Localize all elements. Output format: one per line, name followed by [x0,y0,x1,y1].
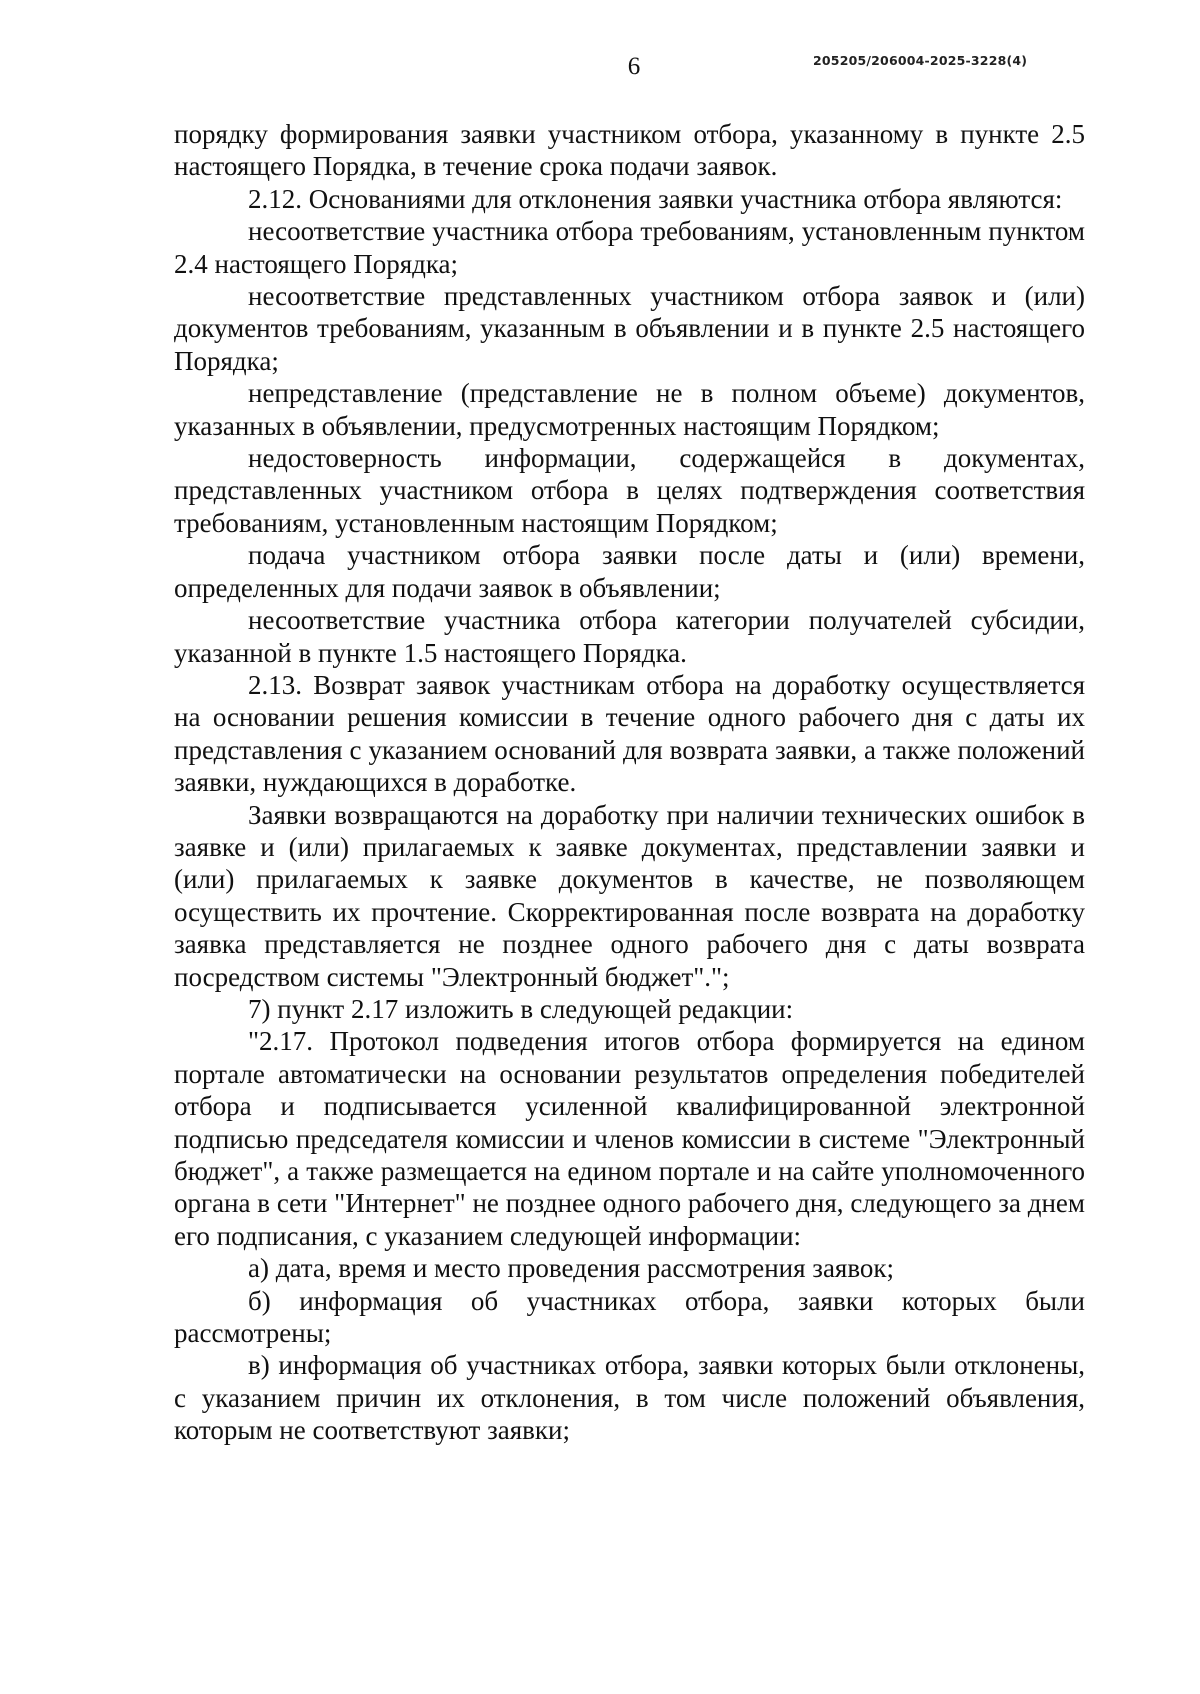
page-number: 6 [627,53,641,80]
paragraph-item-7: 7) пункт 2.17 изложить в следующей редакции: [248,993,794,1024]
paragraph-clause-2-12: 2.12. Основаниями для отклонения заявки участника отбора являются: [248,183,1063,214]
document-body [174,118,1085,1447]
paragraph-rejection-reason: несоответствие представленных участником отбора заявок и (или) документов требованиям, указанным в объявлении и в пункте 2.5 настоящего Порядка; [174,281,1085,376]
paragraph-rejection-reason: подача участником отбора заявки после даты и (или) времени, определенных для подачи заявок в объявлении; [174,540,1085,603]
paragraph-rejection-reason: несоответствие участника отбора категории получателей субсидии, указанной в пункте 1.5 настоящего Порядка. [174,605,1085,668]
paragraph-subitem-v: в) информация об участниках отбора, заявки которых были отклонены, с указанием причин их отклонения, в том числе положений объявления, которым не соответствуют заявки; [174,1350,1085,1446]
paragraph-subitem-a: а) дата, время и место проведения рассмотрения заявок; [248,1253,895,1284]
paragraph-rejection-reason: несоответствие участника отбора требованиям, установленным пунктом 2.4 настоящего Порядка; [174,216,1085,279]
paragraph-subitem-b: б) информация об участниках отбора, заявки которых были рассмотрены; [174,1285,1085,1349]
paragraph-rejection-reason: непредставление (представление не в полном объеме) документов, указанных в объявлении, предусмотренных настоящим Порядком; [174,378,1085,441]
document-id: 205205/206004-2025-3228(4) [813,53,1028,68]
paragraph-clause-2-13: 2.13. Возврат заявок участникам отбора на доработку осуществляется на основании решения комиссии в течение одного рабочего дня с даты их представления с указанием оснований для возврата заявки, а также положений заявки, нуждающихся в доработке. [174,669,1085,798]
paragraph-continuation: порядку формирования заявки участником отбора, указанному в пункте 2.5 настоящего Порядка, в течение срока подачи заявок. [174,119,1085,182]
paragraph-clause-2-17: "2.17. Протокол подведения итогов отбора формируется на едином портале автоматически на основании результатов определения победителей отбора и подписывается усиленной квалифицированной электронной подписью председателя комиссии и членов комиссии в системе "Электронный бюджет", а также размещается на едином портале и на сайте уполномоченного органа в сети "Интернет" не позднее одного рабочего дня, следующего за днем его подписания, с указанием следующей информации: [174,1026,1085,1251]
paragraph-rejection-reason: недостоверность информации, содержащейся в документах, представленных участником отбора в целях подтверждения соответствия требованиям, установленным настоящим Порядком; [174,443,1085,538]
paragraph-return-conditions: Заявки возвращаются на доработку при наличии технических ошибок в заявке и (или) прилагаемых к заявке документах, представлении заявки и (или) прилагаемых к заявке документов в качестве, не позволяющем осуществить их прочтение. Скорректированная после возврата на доработку заявка представляется не позднее одного рабочего дня с даты возврата посредством системы "Электронный бюджет"."; [174,799,1085,992]
